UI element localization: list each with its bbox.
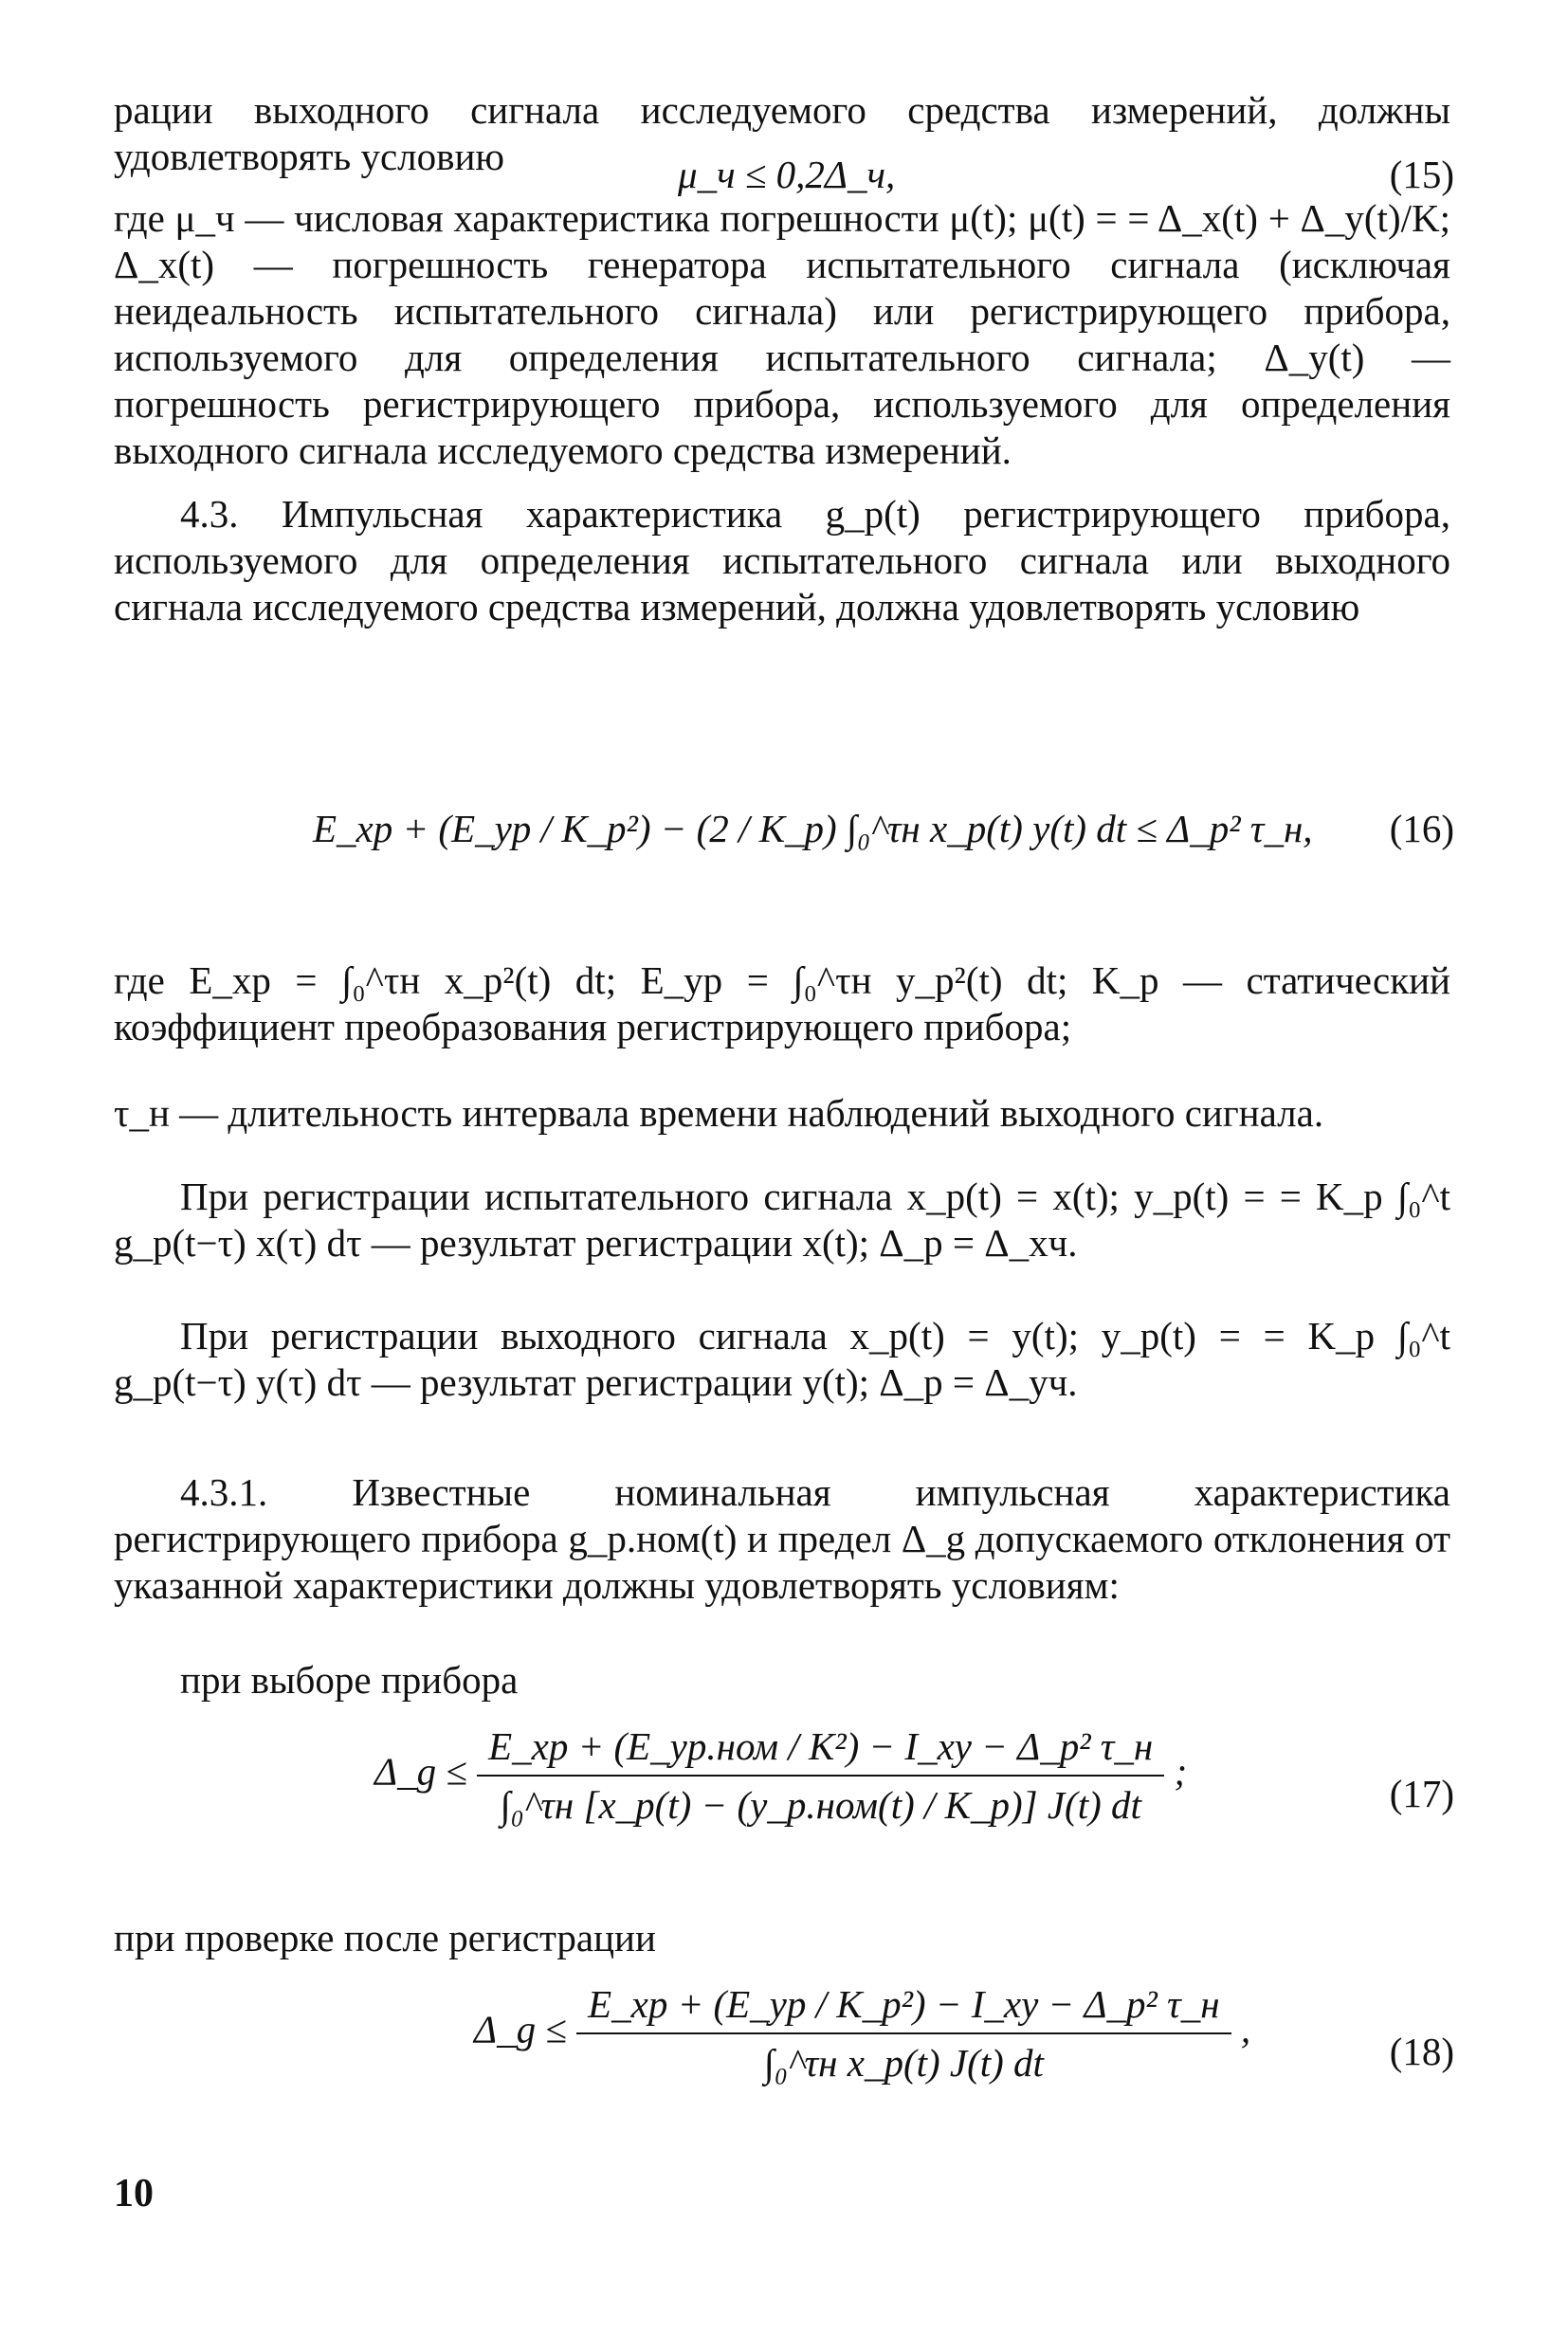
equation-16: E_xp + (E_yp / K_p²) − (2 / K_p) ∫₀^τн x_p(t) y(t) dt ≤ Δ_p² τ_н,	[313, 807, 1313, 850]
equation-15: μ_ч ≤ 0,2Δ_ч,	[678, 153, 896, 196]
paragraph-test-signal-registration: При регистрации испытательного сигнала x_p(t) = x(t); y_p(t) = = K_p ∫₀^t g_p(t−τ) x(τ) dτ — результат регистрации x(t); Δ_p = Δ_xч.	[114, 1175, 1450, 1265]
equation-17-lhs: Δ_g ≤	[374, 1749, 467, 1794]
paragraph-definitions: где μ_ч — числовая характеристика погрешности μ(t); μ(t) = = Δ_x(t) + Δ_y(t)/K; Δ_x(t) — погрешность генератора испытательного сигнала (исключая неидеальность испытательного сигнала) или регистрирующего прибора, используемого для определения испытательного сигнала; Δ_y(t) — погрешность регистрирующего прибора, используемого для определения выходного сигнала исследуемого средства измерений.	[114, 196, 1450, 472]
equation-17-denominator: ∫₀^τн [x_p(t) − (y_p.ном(t) / K_p)] J(t) dt	[477, 1775, 1164, 1828]
paragraph-intro: рации выходного сигнала исследуемого средства измерений, должны удовлетворять условию	[114, 88, 1450, 178]
paragraph-selection-case: при выборе прибора	[180, 1658, 519, 1702]
equation-17-numerator: E_xp + (E_yp.ном / K²) − I_xy − Δ_p² τ_н	[488, 1724, 1154, 1768]
paragraph-tau-definition: τ_н — длительность интервала времени наблюдений выходного сигнала.	[114, 1091, 1324, 1135]
equation-17-punctuation: ;	[1174, 1749, 1188, 1794]
equation-16-number: (16)	[1389, 807, 1454, 850]
equation-18-fraction	[576, 1981, 1231, 2086]
paragraph-where-energy: где E_xp = ∫₀^τн x_p²(t) dt; E_yp = ∫₀^τн y_p²(t) dt; K_p — статический коэффициент преобразования регистрирующего прибора;	[114, 958, 1450, 1048]
equation-18-denominator: ∫₀^τн x_p(t) J(t) dt	[576, 2032, 1231, 2086]
paragraph-output-signal-registration: При регистрации выходного сигнала x_p(t) = y(t); y_p(t) = = K_p ∫₀^t g_p(t−τ) y(τ) dτ — результат регистрации y(t); Δ_p = Δ_уч.	[114, 1314, 1450, 1404]
equation-18-punctuation: ,	[1240, 2007, 1251, 2051]
equation-18-lhs: Δ_g ≤	[474, 2007, 567, 2051]
equation-18-numerator: E_xp + (E_yp / K_p²) − I_xy − Δ_p² τ_н	[588, 1982, 1220, 2026]
paragraph-section-4-3-1: 4.3.1. Известные номинальная импульсная характеристика регистрирующего прибора g_p.ном(t) и предел Δ_g допускаемого отклонения от указанной характеристики должны удовлетворять условиям:	[114, 1470, 1450, 1607]
page-number: 10	[114, 2172, 154, 2215]
paragraph-section-4-3: 4.3. Импульсная характеристика g_p(t) регистрирующего прибора, используемого для определения испытательного сигнала или выходного сигнала исследуемого средства измерений, должна удовлетворять условию	[114, 492, 1450, 629]
equation-18	[474, 1981, 1250, 2086]
equation-15-number: (15)	[1389, 153, 1454, 196]
equation-17-fraction	[477, 1723, 1164, 1828]
paragraph-verification-case: при проверке после регистрации	[114, 1916, 656, 1959]
equation-17	[374, 1723, 1187, 1828]
equation-17-number: (17)	[1389, 1772, 1454, 1815]
equation-18-number: (18)	[1389, 2030, 1454, 2073]
